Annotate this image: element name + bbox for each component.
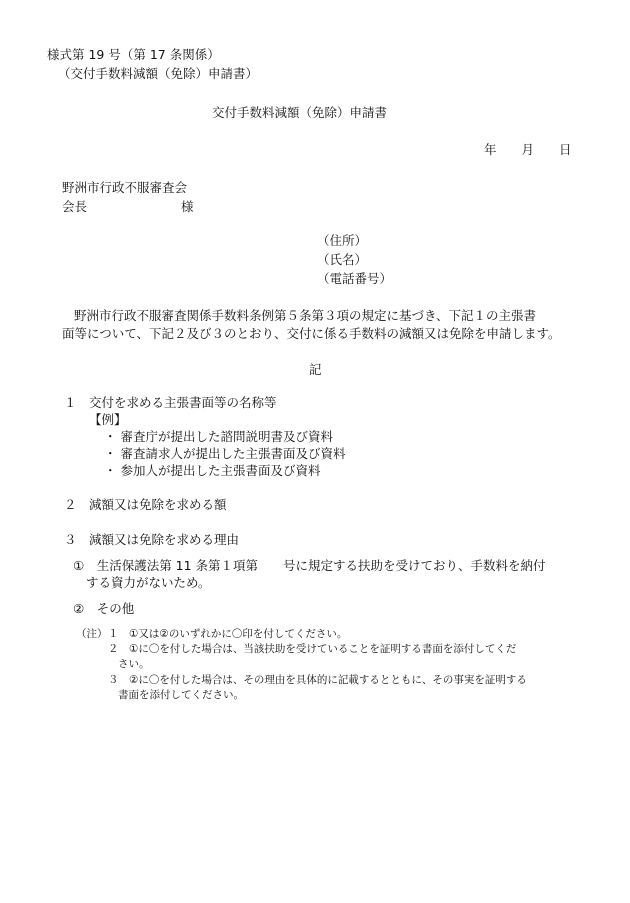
reason2: ② その他 — [73, 601, 135, 616]
note-2-line2: さい。 — [118, 658, 150, 670]
body-text-line1: 野洲市行政不服審査関係手数料条例第５条第３項の規定に基づき、下記１の主張書 — [74, 308, 537, 323]
applicant-address: （住所） — [317, 233, 368, 248]
note-3-line2: 書面を添付してください。 — [118, 689, 244, 701]
example-item: ・ 審査庁が提出した諮問説明書及び資料 — [104, 429, 333, 444]
reason1-line1: ① 生活保護法第 11 条第１項第 号に規定する扶助を受けており、手数料を納付 — [73, 558, 546, 573]
item1-title: １ 交付を求める主張書面等の名称等 — [64, 395, 277, 410]
notes-label: （注） — [76, 628, 108, 640]
form-subtitle: （交付手数料減額（免除）申請書） — [58, 66, 259, 81]
ki-heading: 記 — [309, 362, 322, 377]
note-1: １ ①又は②のいずれかに〇印を付してください。 — [108, 628, 348, 640]
applicant-name: （氏名） — [317, 252, 368, 267]
form-number: 様式第 19 号（第 17 条関係） — [47, 47, 220, 62]
document-title: 交付手数料減額（免除）申請書 — [212, 105, 388, 120]
reason1-line2: する資力がないため。 — [86, 575, 211, 590]
body-text-line2: 面等について、下記２及び３のとおり、交付に係る手数料の減額又は免除を申請します。 — [62, 326, 561, 341]
addressee-org: 野洲市行政不服審査会 — [62, 180, 188, 195]
note-2-line1: ２ ①に〇を付した場合は、当該扶助を受けていることを証明する書面を添付してくだ — [108, 643, 517, 655]
example-item: ・ 参加人が提出した主張書面及び資料 — [104, 463, 321, 478]
example-item: ・ 審査請求人が提出した主張書面及び資料 — [104, 446, 346, 461]
applicant-phone: （電話番号） — [317, 271, 393, 286]
item3-title: ３ 減額又は免除を求める理由 — [64, 532, 240, 547]
item2-title: ２ 減額又は免除を求める額 — [64, 497, 227, 512]
addressee-honorific: 様 — [181, 199, 194, 214]
addressee-chair: 会長 — [62, 199, 88, 214]
note-3-line1: ３ ②に〇を付した場合は、その理由を具体的に記載するとともに、その事実を証明する — [108, 674, 527, 686]
date-line: 年 月 日 — [484, 142, 572, 157]
example-label: 【例】 — [89, 412, 127, 427]
